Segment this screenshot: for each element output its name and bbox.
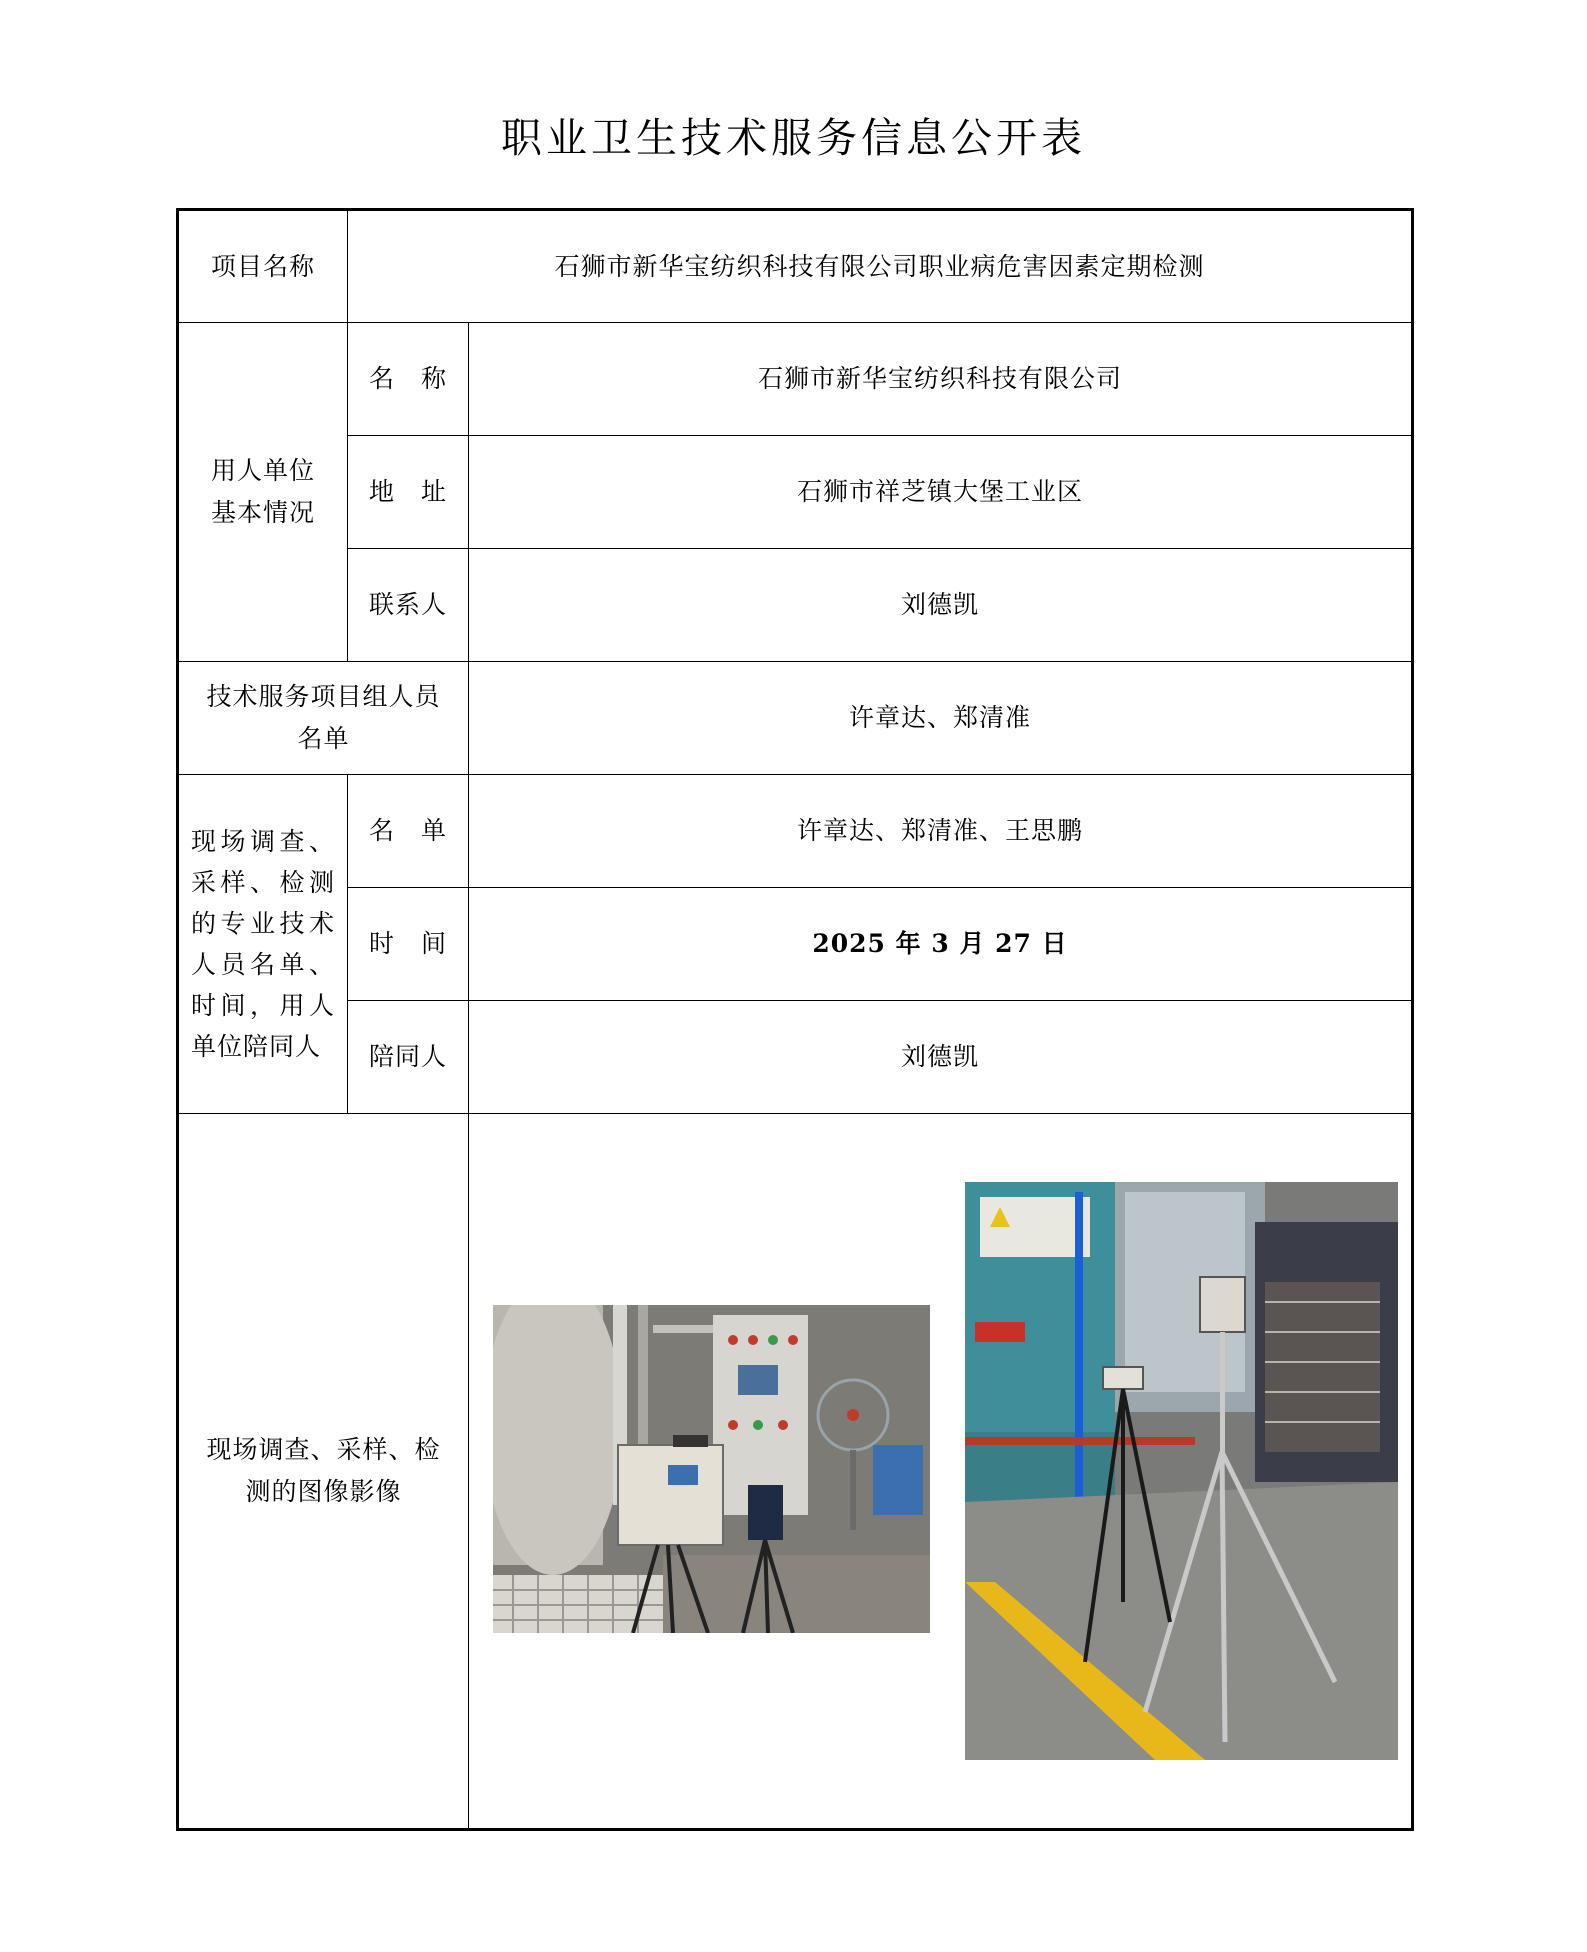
survey-names-value: 许章达、郑清准、王思鹏 xyxy=(469,775,1413,888)
survey-escort-value: 刘德凯 xyxy=(469,1001,1413,1114)
row-employer-contact xyxy=(178,549,1413,662)
employer-name-value: 石狮市新华宝纺织科技有限公司 xyxy=(469,323,1413,436)
employer-address-value: 石狮市祥芝镇大堡工业区 xyxy=(469,436,1413,549)
survey-time-value: 2025 年 3 月 27 日 xyxy=(469,888,1413,1001)
team-value: 许章达、郑清准 xyxy=(469,662,1413,775)
row-employer-name xyxy=(178,323,1413,436)
survey-names-label: 名 单 xyxy=(348,775,469,888)
page-title: 职业卫生技术服务信息公开表 xyxy=(501,114,1086,162)
info-table xyxy=(176,208,1414,1831)
site-photo-1 xyxy=(493,1305,930,1633)
employer-name-label: 名 称 xyxy=(348,323,469,436)
employer-contact-value: 刘德凯 xyxy=(469,549,1413,662)
row-team xyxy=(178,662,1413,775)
row-employer-address xyxy=(178,436,1413,549)
survey-label: 现场调查、采样、检测的专业技术人员名单、时间，用人单位陪同人 xyxy=(178,775,348,1114)
employer-address-label: 地 址 xyxy=(348,436,469,549)
row-project-name xyxy=(178,210,1413,323)
project-name-value: 石狮市新华宝纺织科技有限公司职业病危害因素定期检测 xyxy=(348,210,1413,323)
row-survey-escort xyxy=(178,1001,1413,1114)
site-photo-2 xyxy=(965,1182,1398,1760)
row-images xyxy=(178,1114,1413,1830)
survey-time-label: 时 间 xyxy=(348,888,469,1001)
row-survey-time xyxy=(178,888,1413,1001)
images-label: 现场调查、采样、检测的图像影像 xyxy=(178,1114,469,1830)
employer-label: 用人单位基本情况 xyxy=(178,323,348,662)
survey-escort-label: 陪同人 xyxy=(348,1001,469,1114)
team-label: 技术服务项目组人员名单 xyxy=(178,662,469,775)
employer-contact-label: 联系人 xyxy=(348,549,469,662)
images-cell xyxy=(469,1114,1413,1830)
project-name-label: 项目名称 xyxy=(178,210,348,323)
row-survey-names xyxy=(178,775,1413,888)
